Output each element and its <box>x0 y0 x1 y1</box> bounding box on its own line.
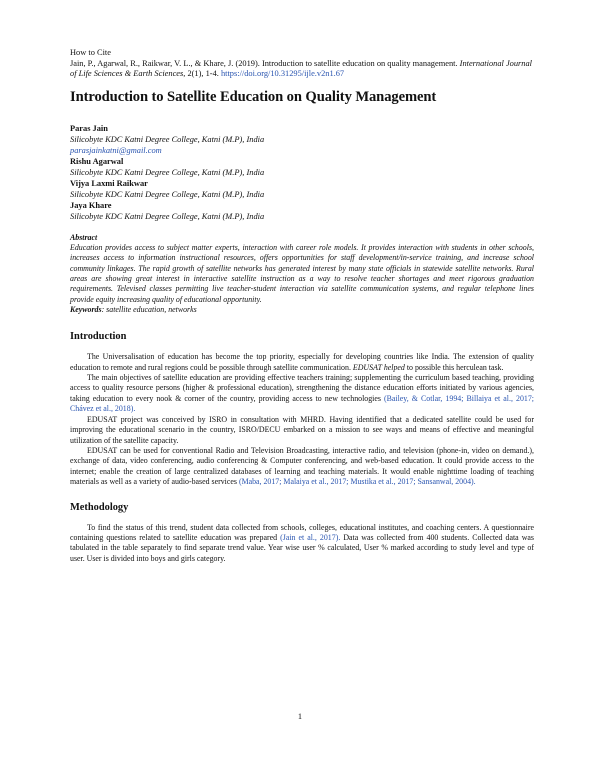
author-list <box>70 123 534 222</box>
cite-volume: , 2(1), 1-4. <box>183 69 221 78</box>
keywords-text: : satellite education, networks <box>101 304 197 314</box>
author-affiliation: Silicobyte KDC Katni Degree College, Katni (M.P), India <box>70 211 265 221</box>
method-p1-text: To find the status of this trend, student data collected from schools, colleges, educational institutes, and coaching centers. A questionnaire containing questions related to satellite education was prepared <box>70 522 534 542</box>
cite-journal: International Journal of Life Sciences & Earth Sciences <box>70 58 533 78</box>
methodology-paragraph-1 <box>70 523 534 565</box>
method-p1-end: Data was collected from 400 students. Collected data was tabulated in the table separately to find separate trend value. Year wise user % calculated, User % marked according to study level and type of user. User is divided into boys and girls category. <box>70 532 534 563</box>
introduction-section <box>70 330 534 487</box>
author-affiliation: Silicobyte KDC Katni Degree College, Katni (M.P), India <box>70 189 265 199</box>
intro-p1-text: The Universalisation of education has become the top priority, especially for developing countries like India. The extension of quality education to remote and rural regions could be possible through satellite communication. <box>70 352 534 372</box>
cite-authors: Jain, P., Agarwal, R., Raikwar, V. L., & Khare, J. (2019). Introduction to satellite education on quality management. <box>70 58 460 68</box>
intro-paragraph-2 <box>70 373 534 415</box>
author-name: Vijya Laxmi Raikwar <box>70 178 148 188</box>
author-name: Rishu Agarwal <box>70 156 124 166</box>
intro-paragraph-4 <box>70 446 534 488</box>
author-email-link[interactable]: parasjainkatni@gmail.com <box>70 145 162 155</box>
author-1 <box>70 123 534 156</box>
paper-page <box>70 48 534 564</box>
author-name: Paras Jain <box>70 123 108 133</box>
intro-p4-references[interactable]: (Maba, 2017; Malaiya et al., 2017; Mustika et al., 2017; Sansanwal, 2004). <box>238 477 476 487</box>
abstract-heading: Abstract <box>70 232 98 242</box>
intro-p1-italic: EDUSAT helped <box>352 362 405 372</box>
paper-title: Introduction to Satellite Education on Quality Management <box>70 88 437 105</box>
cite-heading: How to Cite <box>70 48 111 57</box>
method-p1-reference[interactable]: (Jain et al., 2017). <box>280 532 341 542</box>
methodology-section <box>70 501 534 565</box>
intro-paragraph-1 <box>70 352 534 373</box>
author-affiliation: Silicobyte KDC Katni Degree College, Katni (M.P), India <box>70 167 265 177</box>
intro-p2-text: The main objectives of satellite education are providing effective teachers training; supplementing the curriculum based teaching, providing access to quality resource persons (higher & professional education), strengthening the distance education efforts initiated by various agencies, taking education to every nook & corner of the country, providing access to new technologies <box>70 373 534 403</box>
introduction-heading: Introduction <box>70 331 127 343</box>
citation-block <box>70 48 534 80</box>
cite-doi-link[interactable]: https://doi.org/10.31295/ijle.v2n1.67 <box>220 69 345 78</box>
author-3 <box>70 178 534 200</box>
methodology-heading: Methodology <box>70 501 129 513</box>
intro-paragraph-3: EDUSAT project was conceived by ISRO in consultation with MHRD. Having identified that a dedicated satellite could be used for improving the educational scenario in the country, ISRO/DECU embarked on a mission to see ways and means of effective and meaningful utilization of the satellite capacity. <box>70 414 534 445</box>
abstract-text: Education provides access to subject matter experts, interaction with career role models. It provides interaction with students in other schools, increases access to information instructional resources, offers opportunities for staff development/in-service training, and increase school community linkages. The rapid growth of satellite networks has generated interest by many state officials in statewide satellite networks. Rural areas are showing great interest in interactive satellite instruction as a way to resolve teacher shortages and meet rigorous graduation requirements. Televised classes permitting live teacher-student interaction via satellite communication systems, and regular telephone lines provide equity increasing quality of educational opportunity. <box>70 242 534 304</box>
intro-p4-text: EDUSAT can be used for conventional Radio and Television Broadcasting, interactive radio, and television (phone-in, video on demand.), exchange of data, video conferencing, audio conferencing & Computer conferencing, and web-based education. It could provide access to the internet; enable the creation of large centralized databases of learning and teaching materials. It would enable nighttime loading of teaching materials as well as a variety of audio-based services <box>70 445 534 487</box>
cite-text <box>70 59 534 80</box>
keywords-label: Keywords <box>70 304 102 314</box>
page-number: 1 <box>297 712 303 721</box>
intro-p2-references[interactable]: (Bailey, & Cotlar, 1994; Billaiya et al., 2017; Chávez et al., 2018). <box>70 393 534 414</box>
author-4 <box>70 200 534 222</box>
author-2 <box>70 156 534 178</box>
author-name: Jaya Khare <box>70 200 112 210</box>
intro-p1-end: to possible this herculean task. <box>404 362 504 372</box>
author-affiliation: Silicobyte KDC Katni Degree College, Katni (M.P), India <box>70 134 265 144</box>
keywords-line <box>70 305 534 315</box>
abstract-block <box>70 233 534 316</box>
